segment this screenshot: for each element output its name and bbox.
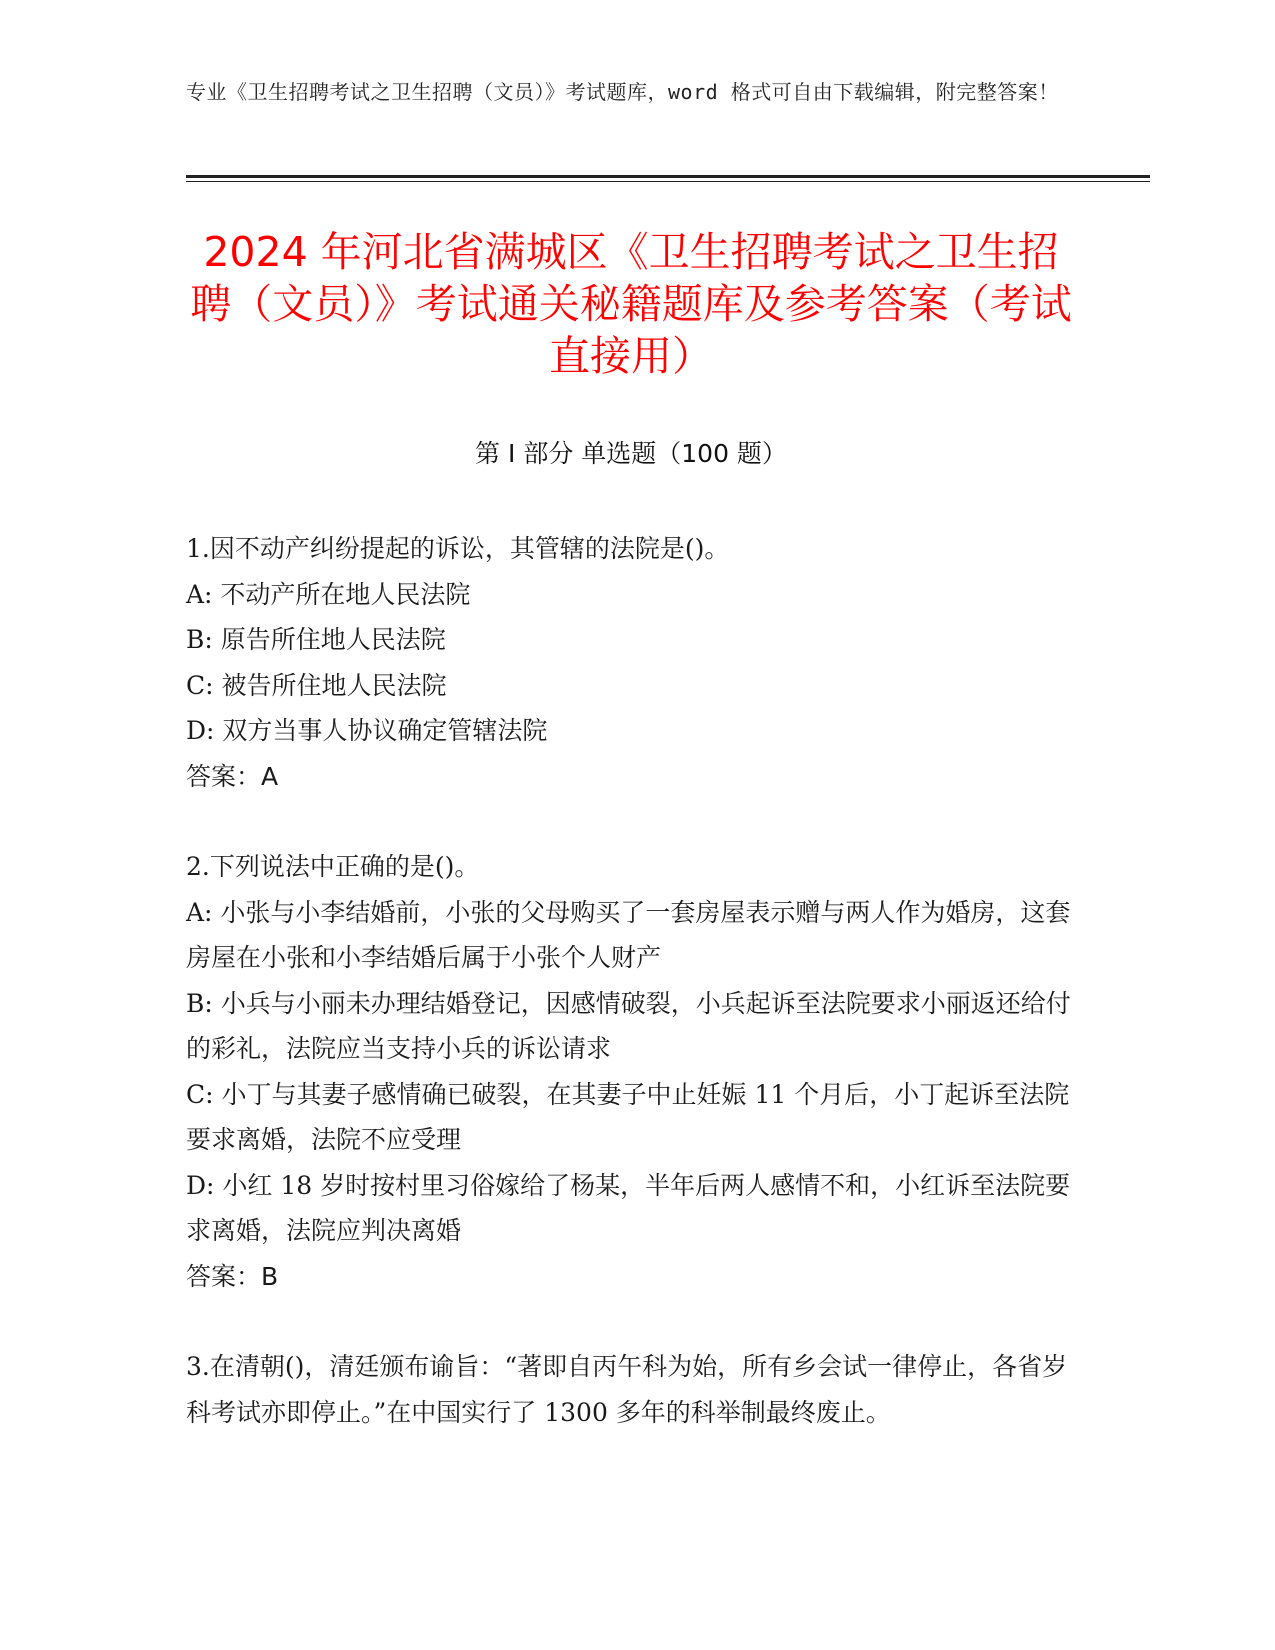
question-list <box>186 526 1076 1480</box>
header-divider-thick <box>186 175 1150 178</box>
document-title: 2024 年河北省满城区《卫生招聘考试之卫生招聘（文员）》考试通关秘籍题库及参考答案（考试直接用） <box>190 228 1072 380</box>
question-stem: 2.下列说法中正确的是()。 <box>186 852 480 881</box>
header-note: 专业《卫生招聘考试之卫生招聘（文员）》考试题库，word 格式可自由下载编辑，附完整答案！ <box>186 80 1059 104</box>
option-b: B: 小兵与小丽未办理结婚登记，因感情破裂，小兵起诉至法院要求小丽返还给付的彩礼，法院应当支持小兵的诉讼请求 <box>186 988 1071 1063</box>
question-stem: 1.因不动产纠纷提起的诉讼，其管辖的法院是()。 <box>186 534 730 563</box>
section-heading: 第 I 部分 单选题（100 题） <box>475 439 787 468</box>
option-a: A: 不动产所在地人民法院 <box>186 579 471 609</box>
header-divider-thin <box>186 181 1150 182</box>
option-a: A: 小张与小李结婚前，小张的父母购买了一套房屋表示赠与两人作为婚房，这套房屋在小张和小李结婚后属于小张个人财产 <box>186 897 1071 972</box>
option-c: C: 被告所住地人民法院 <box>186 670 447 700</box>
option-d: D: 小红 18 岁时按村里习俗嫁给了杨某，半年后两人感情不和，小红诉至法院要求离婚，法院应判决离婚 <box>186 1170 1071 1245</box>
option-c: C: 小丁与其妻子感情确已破裂，在其妻子中止妊娠 11 个月后，小丁起诉至法院要求离婚，法院不应受理 <box>186 1079 1070 1154</box>
question-2 <box>186 844 1076 1299</box>
answer: 答案：B <box>186 1261 279 1291</box>
answer: 答案：A <box>186 761 279 791</box>
question-1 <box>186 526 1076 799</box>
option-d: D: 双方当事人协议确定管辖法院 <box>186 716 548 745</box>
question-stem: 3.在清朝()，清廷颁布谕旨：“著即自丙午科为始，所有乡会试一律停止，各省岁科考试亦即停止。”在中国实行了 1300 多年的科举制最终废止。 <box>186 1352 1068 1427</box>
option-b: B: 原告所住地人民法院 <box>186 625 446 654</box>
question-3 <box>186 1344 1076 1435</box>
